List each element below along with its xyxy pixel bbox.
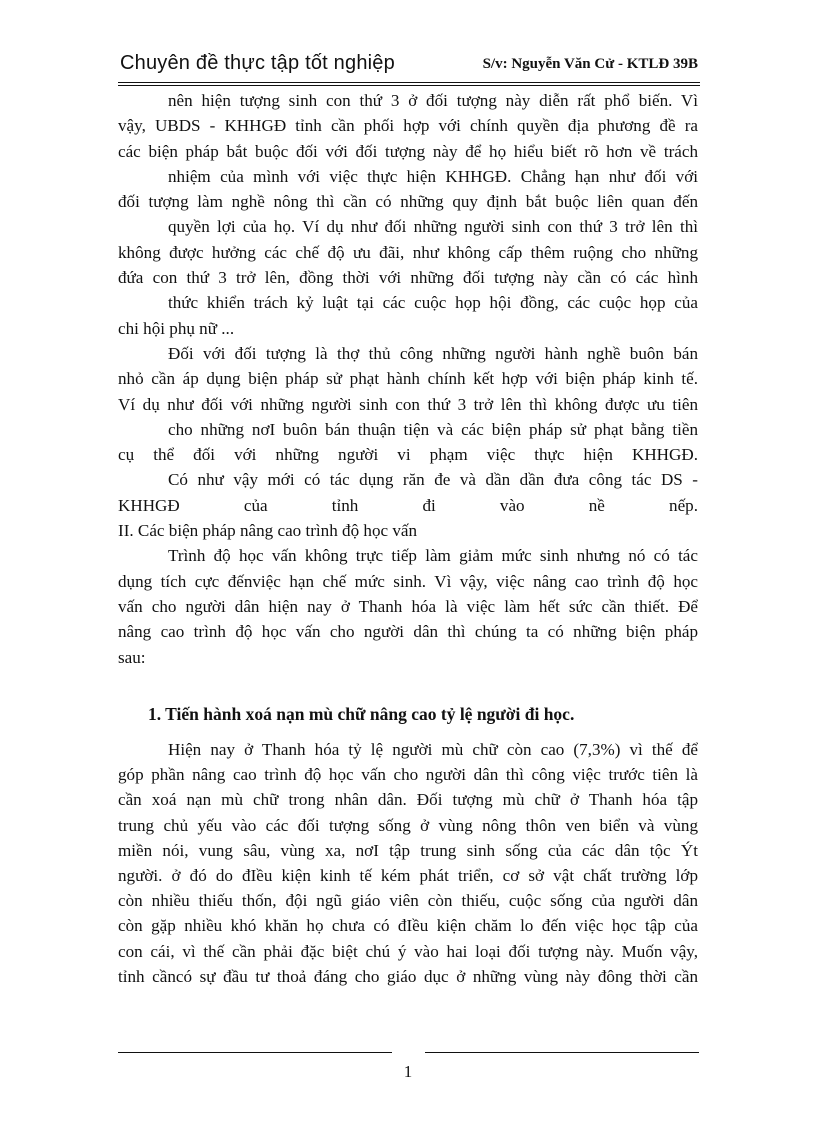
text-line: cụ thể đối với những người vi phạm việc thực hiện KHHGĐ. — [118, 445, 698, 465]
text-line: Đối với đối tượng là thợ thủ công những người hành nghề buôn bán — [168, 343, 698, 363]
text-line: trung chủ yếu vào các đối tượng sống ở vùng nông thôn ven biển và vùng — [118, 815, 698, 835]
header-divider-double — [118, 85, 700, 86]
text-line: nhỏ cần áp dụng biện pháp sử phạt hành chính kết hợp với biện pháp kinh tế. — [118, 369, 698, 389]
header-divider — [118, 82, 700, 83]
text-line: sau: — [118, 647, 146, 667]
text-line: tỉnh cầncó sự đầu tư thoả đáng cho giáo dục ở những vùng này đông thời cần — [118, 966, 698, 986]
section-heading: II. Các biện pháp nâng cao trình độ học vấn — [118, 521, 418, 541]
text-line: Ví dụ như đối với những người sinh con thứ 3 trở lên thì không được ưu tiên — [118, 394, 698, 414]
text-line: cần xoá nạn mù chữ trong nhân dân. Đối tượng mù chữ ở Thanh hóa tập — [118, 790, 698, 810]
text-line: con cái, vì thế cần phải đặc biệt chú ý vào hai loại đối tượng này. Muốn vậy, — [118, 941, 698, 961]
text-line: thức khiển trách kỷ luật tại các cuộc họp hội đồng, các cuộc họp của — [168, 293, 698, 313]
text-line: nhiệm của mình với việc thực hiện KHHGĐ. Chẳng hạn như đối với — [168, 166, 698, 186]
author-label: S/v: Nguyễn Văn Cử - KTLĐ 39B — [482, 56, 698, 72]
body-text-lower — [118, 737, 698, 989]
text-line: đứa con thứ 3 trở lên, đồng thời với những đối tượng này cần có các hình — [118, 268, 698, 288]
text-line: đối tượng làm nghề nông thì cần có những quy định bắt buộc liên quan đến — [118, 192, 698, 212]
text-line: chi hội phụ nữ ... — [118, 318, 235, 338]
text-line: Có như vậy mới có tác dụng răn đe và dần dần đưa công tác DS - — [168, 470, 698, 490]
footer-divider-right — [425, 1052, 699, 1053]
text-line: dụng tích cực đếnviệc hạn chế mức sinh. Vì vậy, việc nâng cao trình độ học — [118, 571, 698, 591]
text-line: Hiện nay ở Thanh hóa tỷ lệ người mù chữ còn cao (7,3%) vì thế để — [168, 740, 698, 759]
text-line: không được hưởng các chế độ ưu đãi, như không cấp thêm ruộng cho những — [118, 242, 698, 262]
footer-divider-left — [118, 1052, 392, 1053]
text-line: nâng cao trình độ học vấn cho người dân thì chúng ta có những biện pháp — [118, 622, 698, 642]
text-line: còn gặp nhiều khó khăn họ chưa có đIều kiện chăm lo đến việc học tập của — [118, 916, 698, 936]
document-title: Chuyên đề thực tập tốt nghiệp — [120, 52, 395, 74]
page-header — [120, 52, 698, 80]
text-line: góp phần nâng cao trình độ học vấn cho người dân thì công việc trước tiên là — [118, 765, 698, 785]
text-line: vấn cho người dân hiện nay ở Thanh hóa là việc làm hết sức cần thiết. Để — [118, 596, 698, 616]
text-line: cho những nơI buôn bán thuận tiện và các biện pháp sử phạt bằng tiền — [168, 419, 698, 439]
text-line: miền nói, vung sâu, vùng xa, nơI tập trung sinh sống của các dân tộc Ýt — [118, 840, 698, 860]
subsection-heading: 1. Tiến hành xoá nạn mù chữ nâng cao tỷ lệ người đi học. — [148, 704, 575, 724]
text-line: còn nhiều thiếu thốn, đội ngũ giáo viên còn thiếu, cuộc sống của người dân — [118, 891, 698, 911]
text-line: nên hiện tượng sinh con thứ 3 ở đối tượng này diễn rất phổ biến. Vì — [168, 91, 698, 110]
body-text-upper — [118, 88, 698, 670]
text-line: quyền lợi của họ. Ví dụ như đối những người sinh con thứ 3 trở lên thì — [168, 217, 698, 237]
text-line: KHHGĐ của tỉnh đi vào nề nếp. — [118, 495, 698, 515]
text-line: các biện pháp bắt buộc đối với đối tượng này để họ hiểu biết rõ hơn về trách — [118, 141, 698, 161]
text-line: người. ở đó do đIều kiện kinh tế kém phát triển, cơ sở vật chất trường lớp — [118, 866, 698, 886]
page-number: 1 — [403, 1062, 413, 1081]
text-line: Trình độ học vấn không trực tiếp làm giảm mức sinh nhưng nó có tác — [168, 546, 698, 566]
text-line: vậy, UBDS - KHHGĐ tỉnh cần phối hợp với chính quyền địa phương đề ra — [118, 116, 698, 136]
